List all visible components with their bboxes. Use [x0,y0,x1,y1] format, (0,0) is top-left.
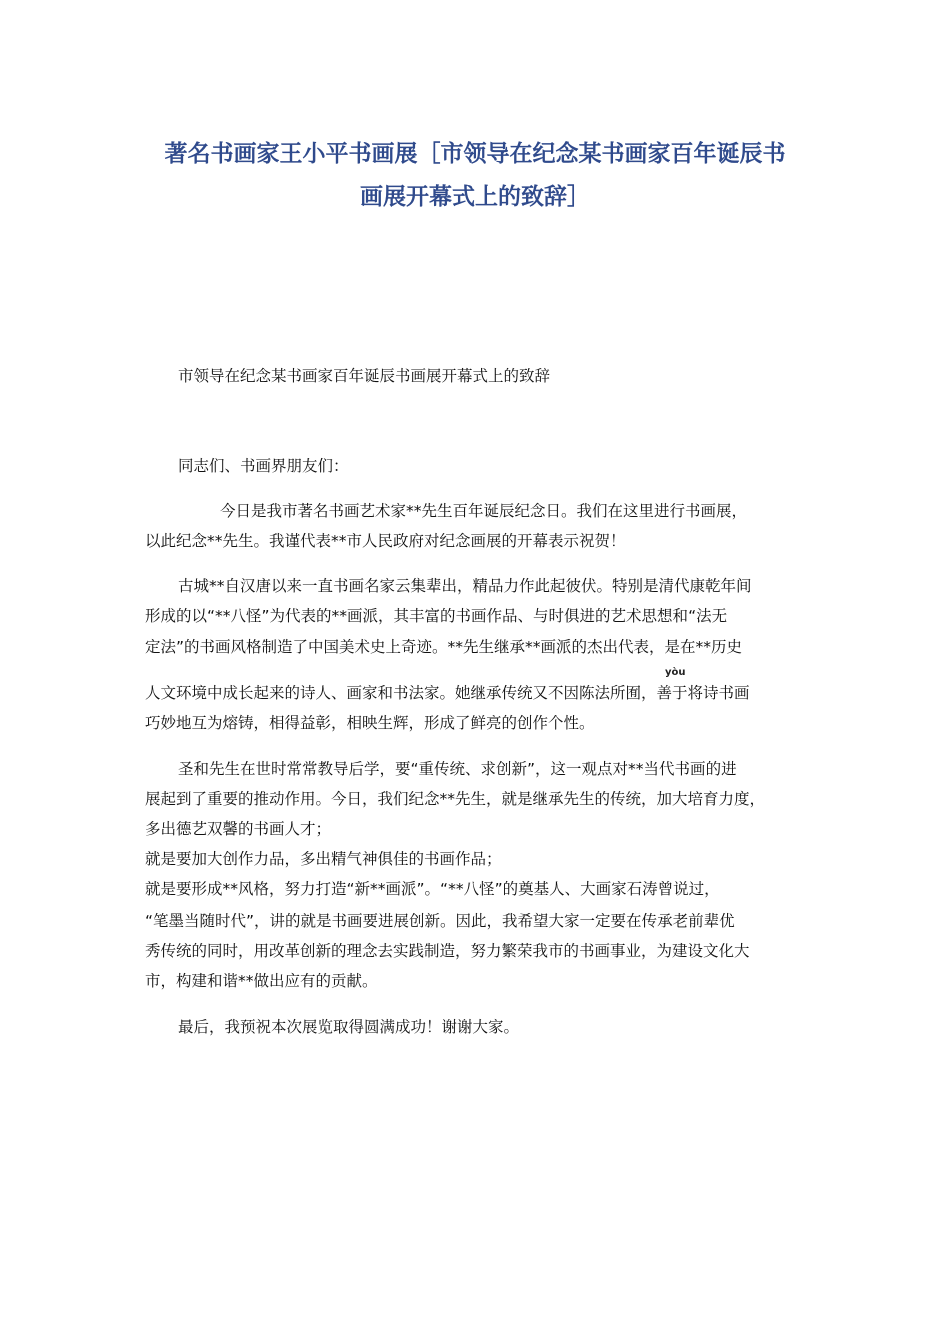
paragraph-3-line-6: “笔墨当随时代”，讲的就是书画要进展创新。因此，我希望大家一定要在传承老前辈优 [145,912,735,930]
document-title-line-2: 画展开幕式上的致辞］ [360,184,590,210]
paragraph-2-line-3: 定法”的书画风格制造了中国美术史上奇迹。**先生继承**画派的杰出代表，是在**历史 [145,638,743,656]
paragraph-3-line-5: 就是要形成**风格，努力打造“新**画派”。“**八怪”的奠基人、大画家石涛曾说过， [145,880,720,898]
paragraph-2-line-5: 巧妙地互为熔铸，相得益彰，相映生辉，形成了鲜亮的创作个性。 [145,714,595,732]
paragraph-3-line-8: 市，构建和谐**做出应有的贡献。 [145,972,378,990]
paragraph-3-line-4: 就是要加大创作力品，多出精气神俱佳的书画作品； [145,850,502,868]
paragraph-3-line-7: 秀传统的同时，用改革创新的理念去实践制造，努力繁荣我市的书画事业，为建设文化大 [145,942,750,960]
document-title-line-1: 著名书画家王小平书画展［市领导在纪念某书画家百年诞辰书 [164,141,786,167]
salutation: 同志们、书画界朋友们： [178,457,349,475]
paragraph-4-closing: 最后，我预祝本次展览取得圆满成功！谢谢大家。 [178,1018,520,1036]
paragraph-2-line-2: 形成的以“**八怪”为代表的**画派，其丰富的书画作品、与时俱进的艺术思想和“法无 [145,607,728,625]
paragraph-1-line-2: 以此纪念**先生。我谨代表**市人民政府对纪念画展的开幕表示祝贺！ [145,532,626,550]
paragraph-3-line-2: 展起到了重要的推动作用。今日，我们纪念**先生，就是继承先生的传统，加大培育力度， [145,790,766,808]
pinyin-annotation: yòu [665,667,686,678]
speech-subtitle: 市领导在纪念某书画家百年诞辰书画展开幕式上的致辞 [178,367,551,385]
paragraph-2-line-1: 古城**自汉唐以来一直书画名家云集辈出，精品力作此起彼伏。特别是清代康乾年间 [178,577,752,595]
paragraph-3-line-3: 多出德艺双馨的书画人才； [145,820,332,838]
paragraph-1-line-1: 今日是我市著名书画艺术家**先生百年诞辰纪念日。我们在这里进行书画展， [220,502,748,520]
paragraph-3-line-1: 圣和先生在世时常常教导后学，要“重传统、求创新”，这一观点对**当代书画的进 [178,760,737,778]
paragraph-2-line-4: 人文环境中成长起来的诗人、画家和书法家。她继承传统又不因陈法所囿，善于将诗书画 [145,684,750,702]
